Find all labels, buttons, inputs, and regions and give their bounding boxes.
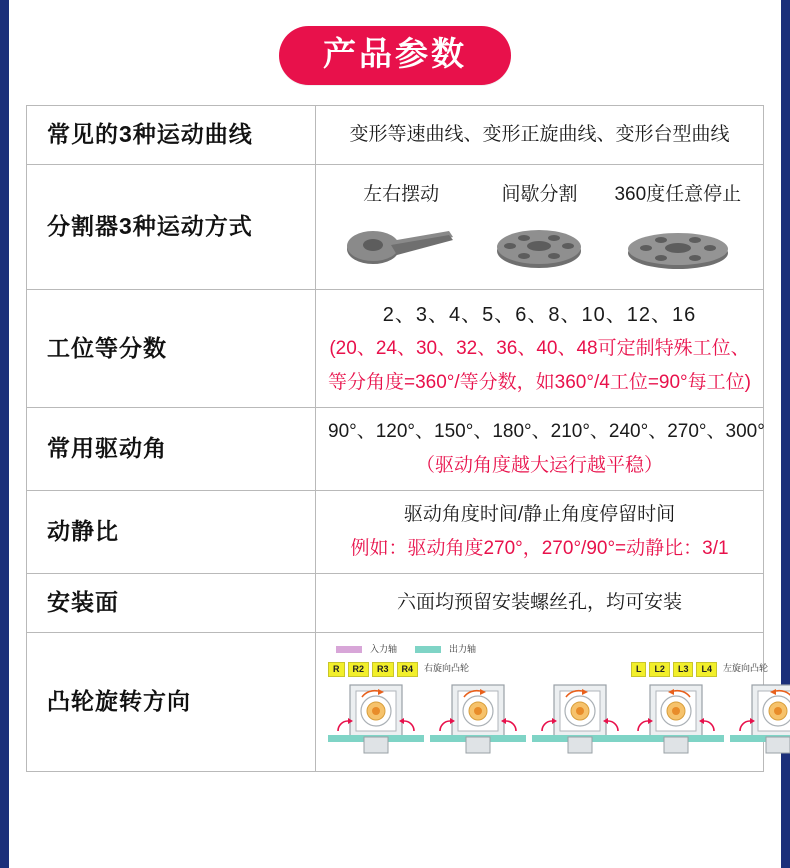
left-cam-note: 左旋向凸轮 [722, 663, 768, 674]
tag-r: R [328, 662, 345, 677]
rotary-plate-cam-icon [618, 215, 738, 271]
right-cam-tag-group [328, 662, 469, 677]
row-value-divisions [316, 290, 764, 408]
table-row [27, 574, 764, 633]
right-cam-units [328, 679, 628, 761]
value-line: 2、3、4、5、6、8、10、12、16 [382, 304, 697, 327]
tag-l: L [631, 662, 647, 677]
indexing-plate-cam-svg [484, 219, 594, 271]
spec-table [26, 105, 768, 772]
title-banner [9, 0, 781, 105]
row-label-drive-angle: 常用驱动角 [27, 408, 316, 491]
value-line-note: 等分角度=360°/等分数，如360°/4工位=90°每工位) [328, 371, 751, 393]
tag-l4: L4 [696, 662, 717, 677]
cam-tag-rows [328, 662, 768, 677]
tag-l3: L3 [673, 662, 694, 677]
motion-mode-label: 360度任意停止 [614, 183, 742, 205]
input-shaft-label: 入力轴 [370, 644, 398, 655]
row-label-dynamic-static-ratio: 动静比 [27, 491, 316, 574]
row-value-mounting-face [316, 574, 764, 633]
tag-l2: L2 [649, 662, 670, 677]
cam-unit-svg [730, 679, 790, 761]
table-row [27, 408, 764, 491]
swing-arm-cam-icon [341, 215, 461, 271]
indexing-plate-cam-icon [484, 215, 594, 271]
row-value-dynamic-static-ratio [316, 491, 764, 574]
row-label-motion-curves: 常见的3种运动曲线 [27, 105, 316, 164]
cam-unit-svg [628, 679, 724, 761]
row-value-cam-rotation [316, 633, 768, 771]
row-label-motion-modes: 分割器3种运动方式 [27, 164, 316, 290]
value-line: 六面均预留安装螺丝孔，均可安装 [396, 592, 682, 614]
row-value-drive-angle [316, 408, 764, 491]
motion-mode-swing [332, 181, 470, 272]
table-row [27, 491, 764, 574]
left-cam-units [628, 679, 790, 761]
tag-r4: R4 [397, 662, 419, 677]
tag-r2: R2 [348, 662, 370, 677]
page-title: 产品参数 [279, 26, 511, 85]
table-row [27, 105, 764, 164]
row-value-motion-curves [316, 105, 764, 164]
cam-unit-svg [532, 679, 628, 761]
cam-unit-illustration [730, 679, 790, 761]
output-shaft-label: 出力轴 [449, 644, 477, 655]
left-cam-tag-group [631, 662, 768, 677]
cam-unit-illustration [628, 679, 724, 761]
cam-unit-illustration [430, 679, 526, 761]
row-label-mounting-face: 安装面 [27, 574, 316, 633]
cam-unit-rows [328, 679, 768, 761]
motion-mode-label: 左右摆动 [363, 183, 440, 205]
value-line-note: (20、24、30、32、36、40、48可定制特殊工位、 [329, 338, 750, 360]
tag-r3: R3 [372, 662, 394, 677]
right-cam-note: 右旋向凸轮 [424, 663, 470, 674]
table-row [27, 633, 764, 771]
value-line: 驱动角度时间/静止角度停留时间 [403, 504, 676, 526]
table-row [27, 164, 764, 290]
output-shaft-swatch [415, 646, 441, 653]
motion-mode-index [470, 181, 608, 272]
cam-rotation-diagram [328, 643, 768, 760]
cam-unit-svg [430, 679, 526, 761]
cam-unit-illustration [532, 679, 628, 761]
cam-unit-illustration [328, 679, 424, 761]
input-shaft-swatch [336, 646, 362, 653]
diagram-legend [328, 643, 768, 657]
row-value-motion-modes [316, 164, 764, 290]
row-label-divisions: 工位等分数 [27, 290, 316, 408]
value-line: 变形等速曲线、变形正旋曲线、变形台型曲线 [349, 123, 730, 145]
cam-unit-svg [328, 679, 424, 761]
value-line: 90°、120°、150°、180°、210°、240°、270°、300° [328, 421, 765, 443]
motion-modes-group [328, 175, 751, 280]
motion-mode-label: 间歇分割 [501, 183, 578, 205]
row-label-cam-rotation: 凸轮旋转方向 [27, 633, 316, 771]
value-line-note: （驱动角度越大运行越平稳） [415, 454, 663, 476]
swing-arm-cam-svg [341, 219, 461, 271]
value-line-note: 例如：驱动角度270°，270°/90°=动静比：3/1 [350, 537, 729, 559]
table-row [27, 290, 764, 408]
motion-mode-any-stop [609, 181, 747, 272]
rotary-plate-cam-svg [618, 219, 738, 271]
